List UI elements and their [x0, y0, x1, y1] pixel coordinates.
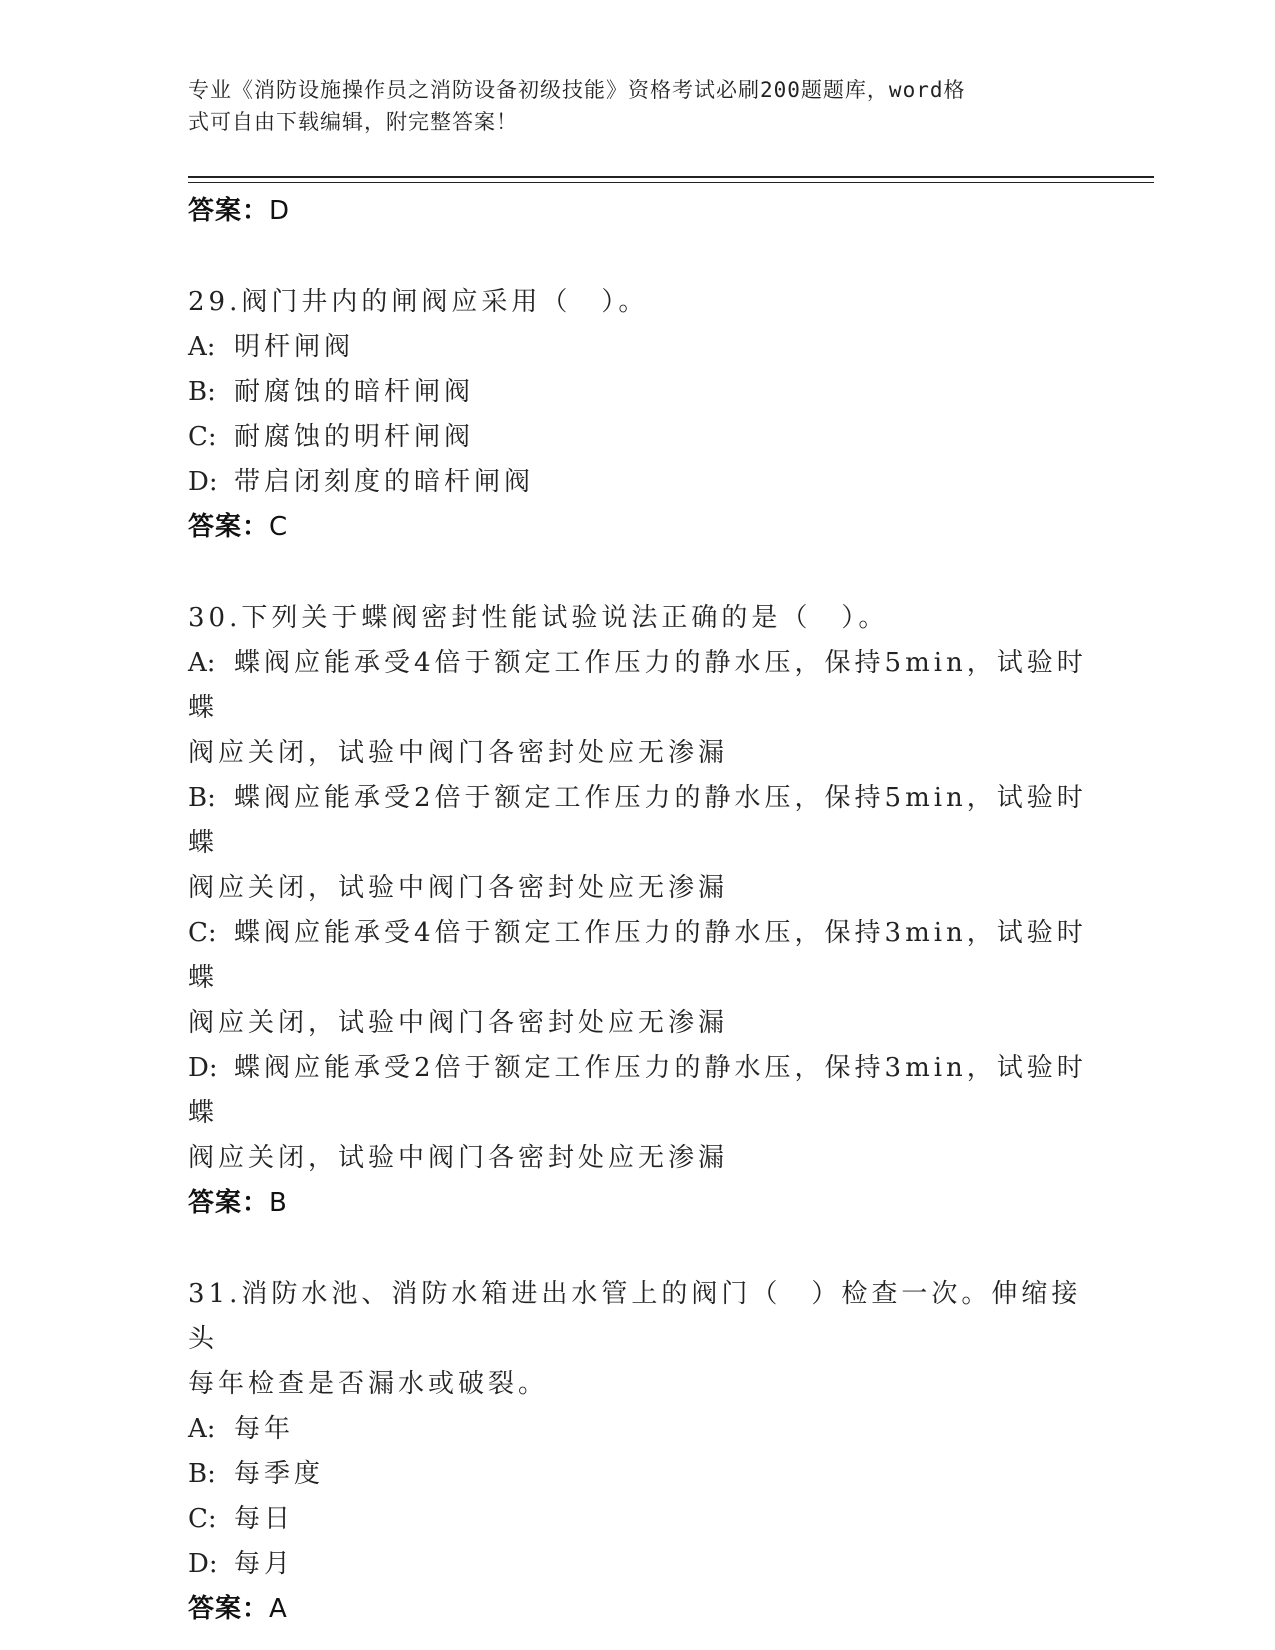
question-list: [188, 189, 1088, 1632]
option-letter: D:: [188, 467, 218, 497]
header-line-1: 专业《消防设施操作员之消防设备初级技能》资格考试必刷200题题库，word格: [188, 78, 966, 102]
option-d: [188, 460, 1088, 505]
option-letter: D:: [188, 1549, 218, 1579]
answer-line: [188, 1587, 1088, 1632]
option-b: [188, 776, 1088, 866]
option-b: [188, 1452, 1088, 1497]
option-letter: C:: [188, 1504, 217, 1534]
spacer: [188, 234, 1088, 280]
option-letter: B:: [188, 1459, 216, 1489]
option-c: [188, 415, 1088, 460]
option-d: [188, 1542, 1088, 1587]
spacer: [188, 550, 1088, 596]
question-stem: 29.阀门井内的闸阀应采用（ ）。: [188, 287, 649, 317]
option-text: 每日: [234, 1504, 295, 1534]
option-b: [188, 370, 1088, 415]
header-rule-thin: [188, 182, 1154, 183]
option-text: 蝶阀应能承受4倍于额定工作压力的静水压，保持5min，试验时蝶: [188, 648, 1087, 723]
option-letter: D:: [188, 1053, 218, 1083]
option-letter: A:: [188, 648, 216, 678]
option-a: [188, 325, 1088, 370]
option-text: 蝶阀应能承受4倍于额定工作压力的静水压，保持3min，试验时蝶: [188, 918, 1087, 993]
option-letter: A:: [188, 1414, 216, 1444]
answer-value: D: [269, 196, 291, 226]
option-letter: B:: [188, 783, 216, 813]
option-b-continued: 阀应关闭，试验中阀门各密封处应无渗漏: [188, 873, 729, 903]
answer-label: 答案：: [188, 1594, 270, 1624]
option-c-continued: 阀应关闭，试验中阀门各密封处应无渗漏: [188, 1008, 729, 1038]
header-line-2: 式可自由下载编辑，附完整答案！: [188, 110, 518, 134]
option-d-continued: 阀应关闭，试验中阀门各密封处应无渗漏: [188, 1143, 729, 1173]
answer-value: C: [269, 512, 289, 542]
option-a: [188, 641, 1088, 731]
option-text: 蝶阀应能承受2倍于额定工作压力的静水压，保持5min，试验时蝶: [188, 783, 1087, 858]
option-text: 每年: [234, 1414, 295, 1444]
answer-label: 答案：: [188, 512, 270, 542]
question-stem: 30.下列关于蝶阀密封性能试验说法正确的是（ ）。: [188, 603, 889, 633]
header-rule-thick: [188, 176, 1154, 178]
question-29: [188, 280, 1088, 550]
option-c: [188, 911, 1088, 1001]
option-text: 蝶阀应能承受2倍于额定工作压力的静水压，保持3min，试验时蝶: [188, 1053, 1087, 1128]
option-letter: C:: [188, 422, 217, 452]
answer-line: [188, 1181, 1088, 1226]
question-31: [188, 1272, 1088, 1632]
option-c: [188, 1497, 1088, 1542]
question-stem-continued: 每年检查是否漏水或破裂。: [188, 1369, 549, 1399]
option-d: [188, 1046, 1088, 1136]
option-text: 耐腐蚀的明杆闸阀: [234, 422, 475, 452]
option-text: 每月: [234, 1549, 295, 1579]
answer-line: [188, 505, 1088, 550]
document-header: [188, 74, 1068, 138]
answer-label: 答案：: [188, 1188, 270, 1218]
option-a-continued: 阀应关闭，试验中阀门各密封处应无渗漏: [188, 738, 729, 768]
question-stem: 31.消防水池、消防水箱进出水管上的阀门（ ）检查一次。伸缩接头: [188, 1279, 1082, 1354]
answer-line: [188, 189, 1088, 234]
option-text: 每季度: [234, 1459, 325, 1489]
answer-value: A: [269, 1594, 288, 1624]
question-30: [188, 596, 1088, 1226]
option-text: 明杆闸阀: [234, 332, 355, 362]
answer-label: 答案：: [188, 196, 270, 226]
option-letter: B:: [188, 377, 216, 407]
option-text: 带启闭刻度的暗杆闸阀: [234, 467, 535, 497]
option-text: 耐腐蚀的暗杆闸阀: [234, 377, 475, 407]
option-letter: C:: [188, 918, 217, 948]
option-letter: A:: [188, 332, 216, 362]
option-a: [188, 1407, 1088, 1452]
spacer: [188, 1226, 1088, 1272]
answer-value: B: [269, 1188, 288, 1218]
